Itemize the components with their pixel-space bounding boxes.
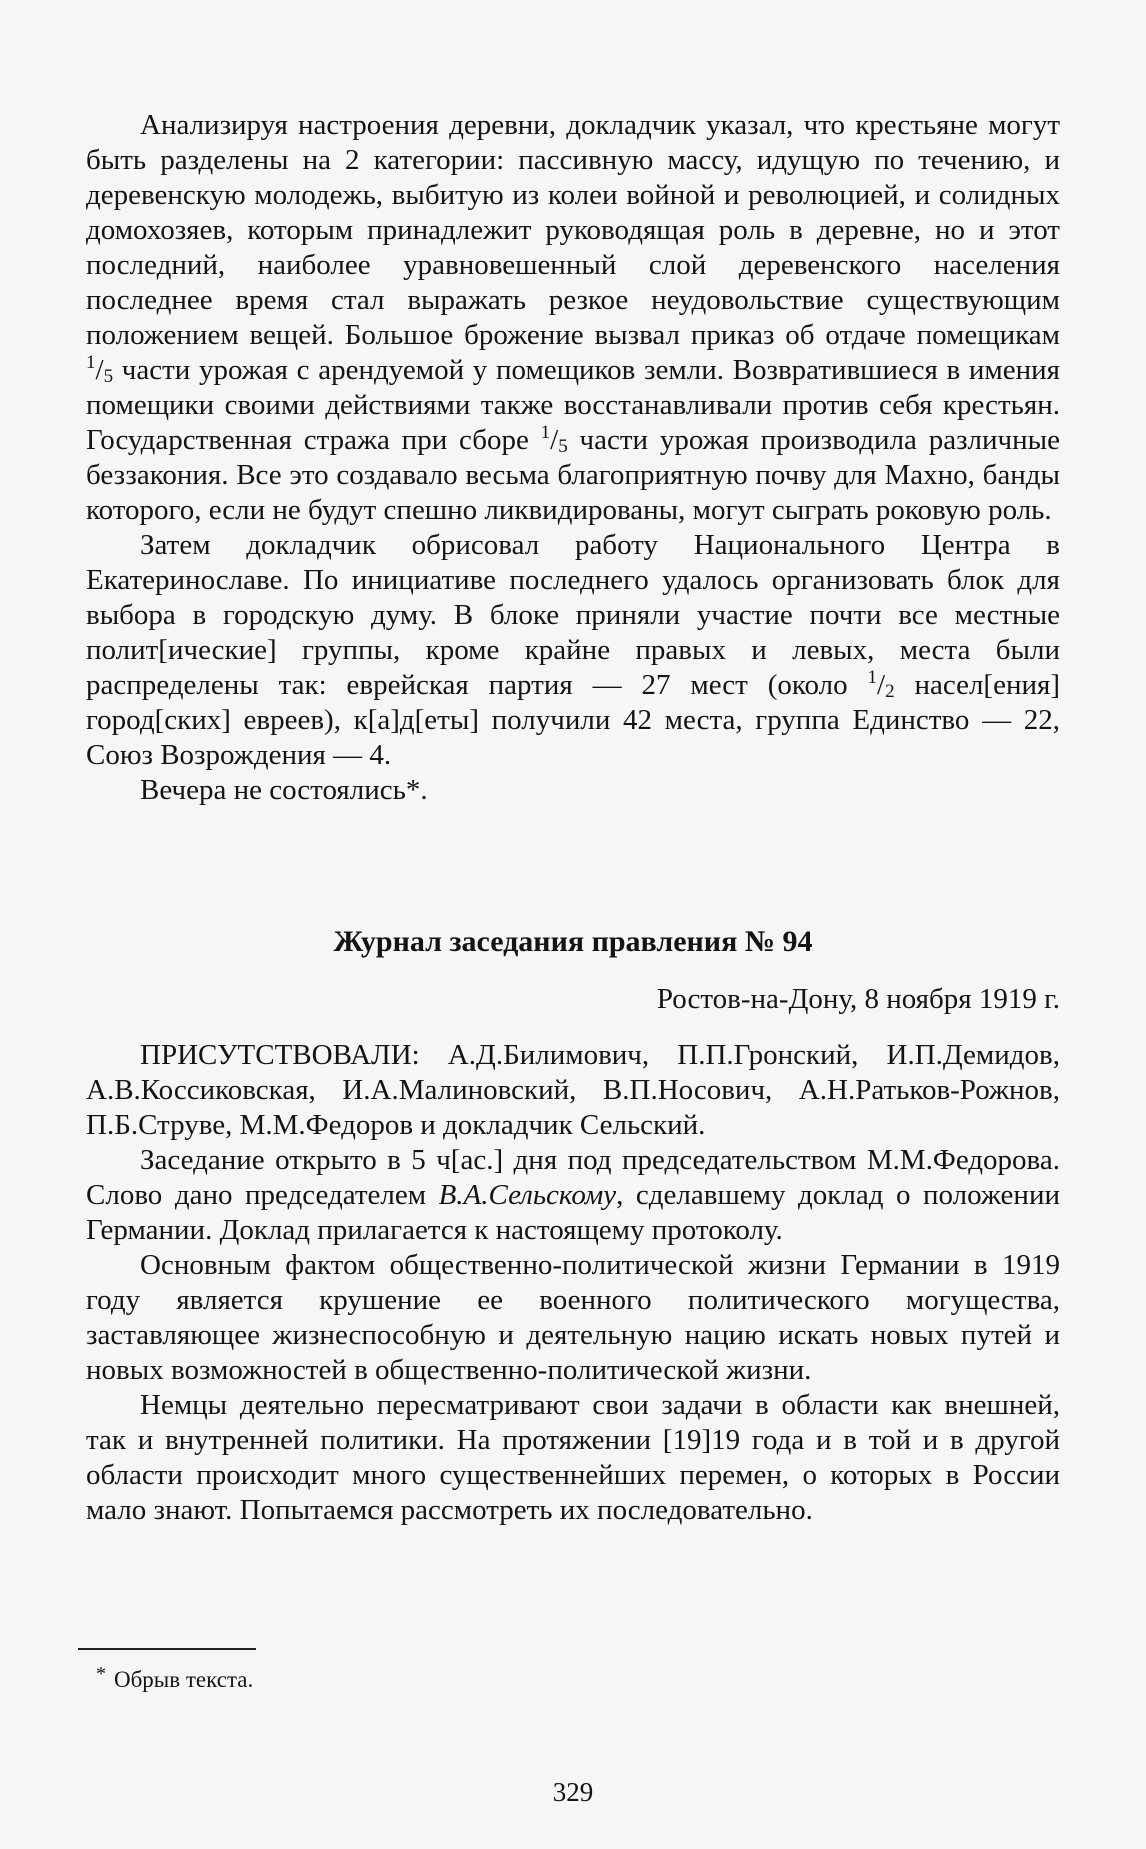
paragraph-evenings: Вечера не состоялись*. (140, 774, 428, 806)
fraction-numerator: 1 (867, 667, 878, 688)
fraction-denominator: 2 (885, 681, 895, 702)
paragraph-attendance: ПРИСУТСТВОВАЛИ: А.Д.Билимович, П.П.Гронский, И.П.Демидов, А.В.Коссиковская, И.А.Малиновский, В.П.Носович, А.Н.Ратьков-Рожнов, П.Б.Струве, М.М.Федоров и докладчик Сельский. (86, 1039, 1060, 1141)
paragraph-village-moods: Анализируя настроения деревни, докладчик указал, что крестьяне могут быть разделены на 2 категории: пассивную массу, идущую по течению, и деревенскую молодежь, выбитую из колеи войной и революцией, и солидных домохозяев, которым принадлежит руководящая роль в деревне, но и этот последний, наиболее уравновешенный слой деревенского населения последнее время стал выражать резкое неудовольствие существующим положением вещей. Большое брожение вызвал приказ об отдаче помещикам $^1$/5 части урожая с арендуемой у помещиков земли. Возвратившиеся в имения помещики своими действиями также восстанавливали против себя крестьян. Государственная стража при сборе $^1$/5 части урожая производила различные беззакония. Все это создавало весьма благоприятную почву для Махно, банды которого, если не будут спешно ликвидированы, могут сыграть роковую роль. (86, 109, 1060, 526)
footnote-divider (78, 1648, 256, 1650)
footnote (96, 1663, 254, 1694)
main-text-top (86, 108, 1060, 808)
fraction-numerator: 1 (86, 352, 96, 373)
section-heading: Журнал заседания правления № 94 (333, 925, 813, 958)
paragraph-text: Затем докладчик обрисовал работу Национального Центра в Екатеринославе. По инициативе последнего удалось организовать блок для выбора в городскую думу. В блоке приняли участие почти все местные полит[ические] группы, кроме крайне правых и левых, места были распределены так: еврейская партия — 27 мест (около (86, 529, 1060, 701)
fraction-numerator: 1 (540, 422, 551, 443)
paragraph-text: Анализируя настроения деревни, докладчик указал, что крестьяне могут быть разделены на 2 категории: пассивную массу, идущую по течению, и деревенскую молодежь, выбитую из колеи войной и революцией, и солидных домохозяев, которым принадлежит руководящая роль в деревне, но и этот последний, наиболее уравновешенный слой деревенского населения последнее время стал выражать резкое неудовольствие существующим положением вещей. Большое брожение вызвал приказ об отдаче помещикам (86, 109, 1060, 351)
place-date-line: Ростов-на-Дону, 8 ноября 1919 г. (656, 983, 1060, 1015)
speaker-name: В.А.Сельскому (438, 1179, 617, 1211)
main-text-bottom (86, 1038, 1060, 1528)
footnote-marker: * (96, 1663, 106, 1685)
fraction-denominator: 5 (103, 366, 114, 387)
paragraph-germany-policy: Немцы деятельно пересматривают свои задачи в области как внешней, так и внутренней политики. На протяжении [19]19 года и в той и в другой области происходит много существеннейших перемен, о которых в России мало знают. Попытаемся рассмотреть их последовательно. (86, 1389, 1060, 1526)
page-number: 329 (552, 1777, 594, 1807)
footnote-text: Обрыв текста. (114, 1667, 254, 1692)
paragraph-text: части урожая с арендуемой у помещиков земли. Возвратившиеся в имения помещики своими действиями также восстанавливали против себя крестьян. Государственная стража при сборе (86, 354, 1060, 456)
paragraph-text: Заседание открыто в 5 ч[ас.] дня под председательством М.М.Федорова. Слово дано председателем (86, 1144, 1060, 1211)
paragraph-national-center: Затем докладчик обрисовал работу Национального Центра в Екатеринославе. По инициативе последнего удалось организовать блок для выбора в городскую думу. В блоке приняли участие почти все местные полит[ические] группы, кроме крайне правых и левых, места были распределены так: еврейская партия — 27 мест (около $^1$/2 насел[ения] город[ских] евреев), к[а]д[еты] получили 42 места, группа Единство — 22, Союз Возрождения — 4. (86, 529, 1060, 771)
paragraph-text: насел[ения] город[ских] евреев), к[а]д[еты] получили 42 места, группа Единство — 22, Союз Возрождения — 4. (86, 669, 1060, 771)
paragraph-text: , сделавшему доклад о положении Германии. Доклад прилагается к настоящему протоколу. (86, 1179, 1060, 1246)
paragraph-session-opened (86, 1143, 1060, 1248)
fraction-denominator: 5 (558, 436, 568, 457)
paragraph-text: части урожая производила различные беззакония. Все это создавало весьма благоприятную почву для Махно, банды которого, если не будут спешно ликвидированы, могут сыграть роковую роль. (86, 424, 1060, 526)
paragraph-germany-fact: Основным фактом общественно-политической жизни Германии в 1919 году является крушение ее военного политического могущества, заставляющее жизнеспособную и деятельную нацию искать новых путей и новых возможностей в общественно-политической жизни. (86, 1249, 1060, 1386)
